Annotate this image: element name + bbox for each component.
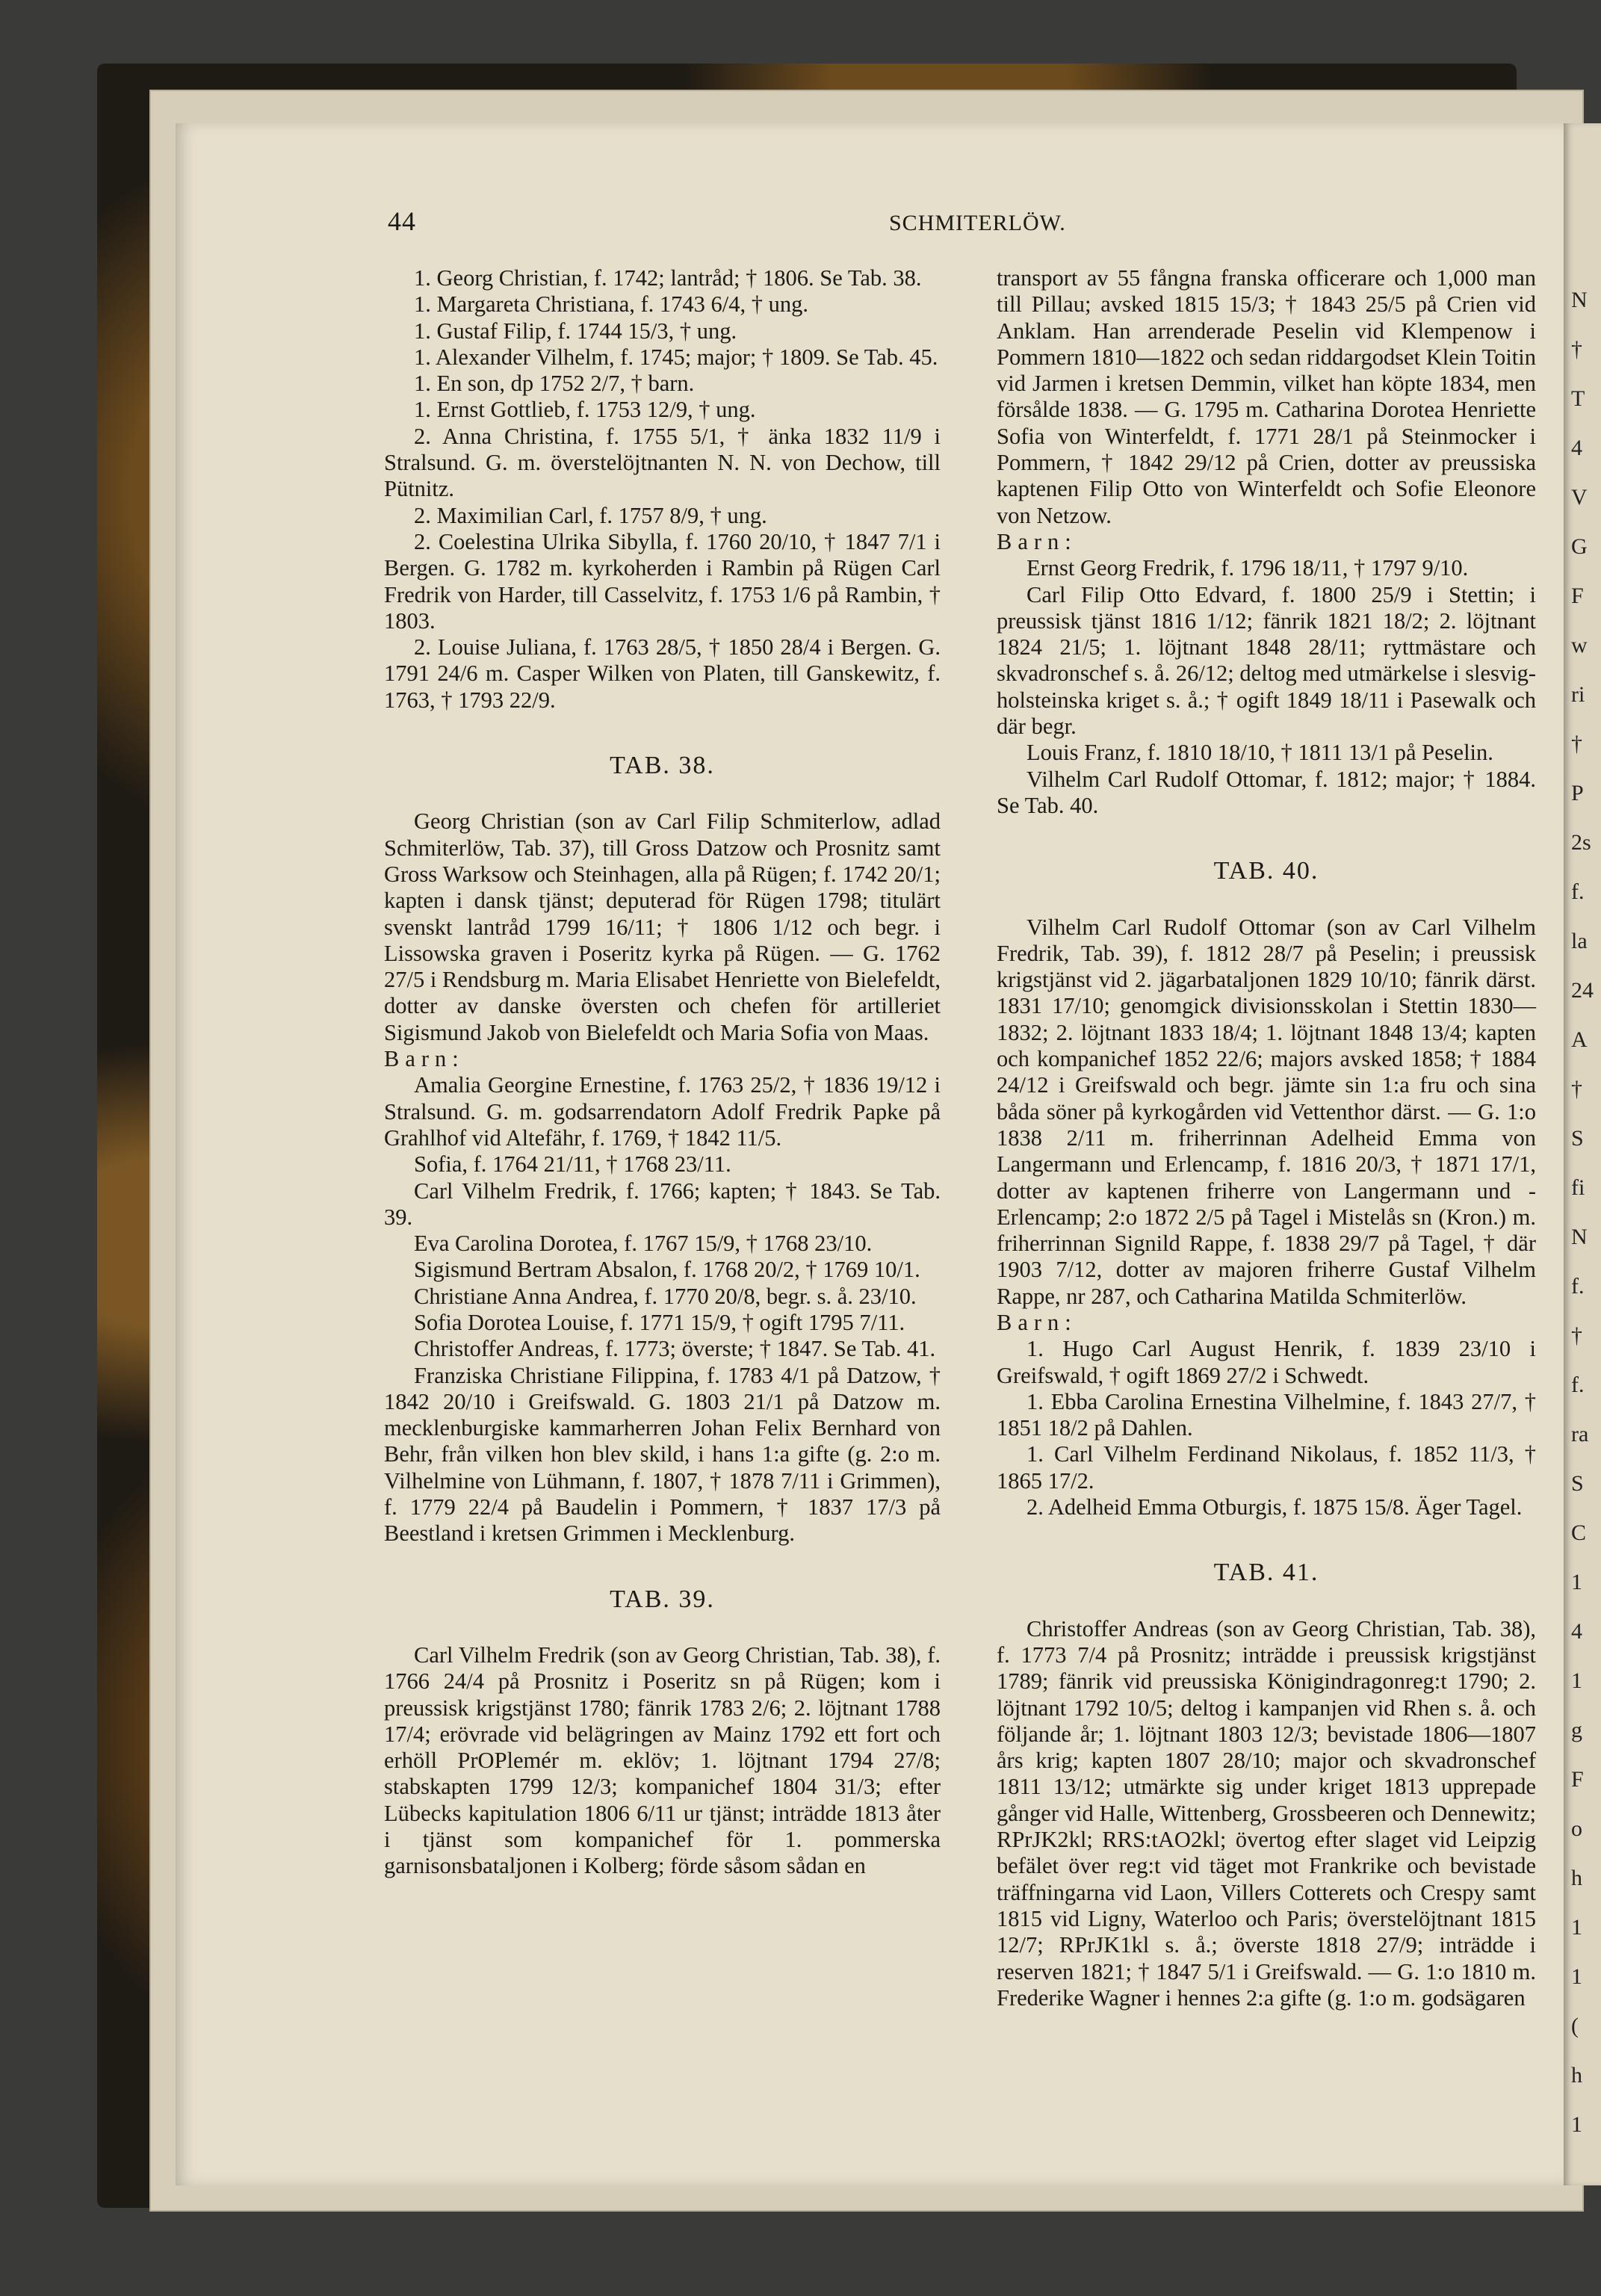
genealogy-entry: Carl Filip Otto Edvard, f. 1800 25/9 i Stettin; i preussisk tjänst 1816 1/12; fänrik 1821 18/2; 2. löjtnant 1824 21/5; 1. löjtnant 1848 28/11; ryttmästare och skvadronschef s. å. 26/12; deltog med utmärkelse i slesvig-holsteinska kriget s. å.; † ogift 1849 18/11 i Pasewalk och där begr.: [997, 581, 1536, 740]
genealogy-entry: Carl Vilhelm Fredrik, f. 1766; kapten; † 1843. Se Tab. 39.: [384, 1178, 941, 1230]
right-column: [997, 265, 1536, 2011]
genealogy-entry: 1. Hugo Carl August Henrik, f. 1839 23/10 i Greifswald, † ogift 1869 27/2 i Schwedt.: [997, 1336, 1536, 1388]
genealogy-entry: Christiane Anna Andrea, f. 1770 20/8, begr. s. å. 23/10.: [414, 1283, 917, 1309]
genealogy-entry: Sigismund Bertram Absalon, f. 1768 20/2, † 1769 10/1.: [414, 1257, 920, 1283]
running-title: SCHMITERLÖW.: [889, 211, 1066, 235]
facing-page-fragment: S: [1571, 1126, 1584, 1151]
genealogy-entry: Franziska Christiane Filippina, f. 1783 4/1 på Datzow, † 1842 20/10 i Greifswald. G. 1803 21/1 på Datzow m. mecklenburgiske kammarherren Johan Felix Bernhard von Behr, från vilken hon blev skild, i hans 1:a gifte (g. 2:o m. Vilhelmine von Lühmann, f. 1807, † 1878 7/11 i Grimmen), f. 1779 22/4 på Baudelin i Pommern, † 1837 17/3 på Beestland i kretsen Grimmen i Mecklenburg.: [384, 1362, 941, 1547]
children-heading: Barn:: [384, 1046, 465, 1072]
facing-page-fragment: A: [1571, 1027, 1588, 1052]
facing-page-fragment: o: [1571, 1816, 1582, 1841]
genealogy-entry: Eva Carolina Dorotea, f. 1767 15/9, † 1768 23/10.: [414, 1231, 873, 1257]
genealogy-entry: Christoffer Andreas, f. 1773; överste; † 1847. Se Tab. 41.: [414, 1336, 936, 1362]
facing-page-fragment: †: [1571, 731, 1582, 756]
genealogy-entry: 2. Adelheid Emma Otburgis, f. 1875 15/8. Äger Tagel.: [1026, 1494, 1523, 1520]
facing-page-edge: [1564, 123, 1601, 2185]
facing-page-fragment: 1: [1571, 1915, 1582, 1940]
left-column: [384, 265, 941, 1880]
facing-page-fragment: F: [1571, 584, 1584, 608]
biography-paragraph: Christoffer Andreas (son av Georg Christian, Tab. 38), f. 1773 7/4 på Prosnitz; inträdde i preussisk krigstjänst 1789; fänrik vid preussiska Königindragonreg:t 1790; 2. löjtnant 1792 10/5; deltog i kampanjen vid Rhen s. å. och följande år; 1. löjtnant 1803 12/3; bevistade 1806—1807 års krig; kapten 1807 28/10; major och skvadronschef 1811 13/12; utmärkte sig under kriget 1813 upprepade gånger vid Halle, Wittenberg, Grossbeeren och Dennewitz; RPrJK2kl; RRS:tAO2kl; övertog efter slaget vid Leipzig befälet över reg:t vid täget mot Frankrike och bevistade träffningarna vid Laon, Villers Cotterets och Crespy samt 1815 vid Ligny, Waterloo och Paris; överstelöjtnant 1815 12/7; RPrJK1kl s. å.; överste 1818 27/9; inträdde i reserven 1821; † 1847 5/1 i Greifswald. — G. 1:o 1810 m. Frederike Wagner i hennes 2:a gifte (g. 1:o m. godsägaren: [997, 1615, 1536, 2011]
facing-page-fragment: P: [1571, 781, 1584, 805]
facing-page-fragment: f.: [1571, 879, 1585, 904]
facing-page-fragment: F: [1571, 1767, 1584, 1792]
genealogy-entry: 2. Anna Christina, f. 1755 5/1, † änka 1832 11/9 i Stralsund. G. m. överstelöjtnanten N. N. von Dechow, till Pütnitz.: [384, 423, 941, 502]
table-heading: TAB. 41.: [1213, 1559, 1319, 1587]
facing-page-fragment: 1: [1571, 1964, 1582, 1989]
genealogy-entry: Louis Franz, f. 1810 18/10, † 1811 13/1 på Peselin.: [1026, 740, 1493, 766]
genealogy-entry: 1. En son, dp 1752 2/7, † barn.: [414, 371, 695, 397]
genealogy-entry: Amalia Georgine Ernestine, f. 1763 25/2, † 1836 19/12 i Stralsund. G. m. godsarrendatorn Adolf Fredrik Papke på Grahlhof vid Altefähr, f. 1769, † 1842 11/5.: [384, 1072, 941, 1151]
facing-page-fragment: S: [1571, 1471, 1584, 1496]
facing-page-fragment: 1: [1571, 1570, 1582, 1594]
facing-page-fragment: †: [1571, 1077, 1582, 1101]
genealogy-entry: 1. Carl Vilhelm Ferdinand Nikolaus, f. 1852 11/3, † 1865 17/2.: [997, 1441, 1536, 1494]
children-heading: Barn:: [997, 528, 1077, 554]
genealogy-entry: Vilhelm Carl Rudolf Ottomar, f. 1812; major; † 1884. Se Tab. 40.: [997, 766, 1536, 818]
table-heading: TAB. 39.: [610, 1585, 715, 1613]
genealogy-entry: Sofia Dorotea Louise, f. 1771 15/9, † ogift 1795 7/11.: [414, 1309, 905, 1335]
facing-page-fragment: G: [1571, 534, 1588, 559]
facing-page-fragment: 24: [1571, 978, 1594, 1003]
children-heading: Barn:: [997, 1309, 1077, 1335]
genealogy-entry: 2. Louise Juliana, f. 1763 28/5, † 1850 28/4 i Bergen. G. 1791 24/6 m. Casper Wilken von Platen, till Ganskewitz, f. 1763, † 1793 22/9.: [384, 634, 941, 713]
facing-page-fragment: (: [1571, 2014, 1579, 2038]
biography-paragraph: Carl Vilhelm Fredrik (son av Georg Christian, Tab. 38), f. 1766 24/4 på Prosnitz i Poseritz sn på Rügen; kom i preussisk krigstjänst 1780; fänrik 1783 2/6; 2. löjtnant 1788 17/4; erövrade vid belägringen av Mainz 1792 ett fort och erhöll PrOPlemér m. eklöv; 1. löjtnant 1794 27/8; stabskapten 1799 12/3; kompanichef 1804 31/3; efter Lübecks kapitulation 1806 6/11 ur tjänst; inträdde 1813 åter i tjänst som kompanichef för 1. pommerska garnisonsbataljonen i Kolberg; förde såsom sådan en: [384, 1641, 941, 1879]
page-number: 44: [388, 206, 416, 236]
genealogy-entry: Sofia, f. 1764 21/11, † 1768 23/11.: [414, 1151, 731, 1178]
facing-page-fragment: 4: [1571, 436, 1582, 460]
facing-page-fragment: la: [1571, 929, 1588, 953]
genealogy-entry: 2. Coelestina Ulrika Sibylla, f. 1760 20/10, † 1847 7/1 i Bergen. G. 1782 m. kyrkoherden i Rambin på Rügen Carl Fredrik von Harder, till Casselvitz, f. 1753 1/6 på Rambin, † 1803.: [384, 528, 941, 634]
facing-page-fragment: N: [1571, 1225, 1588, 1249]
facing-page-fragment: w: [1571, 633, 1588, 657]
facing-page-fragment: C: [1571, 1520, 1587, 1545]
genealogy-entry: 1. Georg Christian, f. 1742; lantråd; † 1806. Se Tab. 38.: [414, 265, 922, 291]
facing-page-fragment: h: [1571, 1866, 1582, 1890]
facing-page-fragment: 2s: [1571, 830, 1591, 855]
facing-page-fragment: g: [1571, 1718, 1582, 1742]
facing-page-fragment: f.: [1571, 1373, 1585, 1397]
genealogy-entry: 1. Gustaf Filip, f. 1744 15/3, † ung.: [414, 318, 737, 344]
facing-page-fragment: N: [1571, 288, 1588, 312]
facing-page-fragment: 1: [1571, 1668, 1582, 1693]
genealogy-entry: 1. Ebba Carolina Ernestina Vilhelmine, f. 1843 27/7, † 1851 18/2 på Dahlen.: [997, 1388, 1536, 1441]
genealogy-entry: 1. Margareta Christiana, f. 1743 6/4, † ung.: [414, 291, 809, 318]
facing-page-fragment: ri: [1571, 682, 1585, 707]
facing-page-fragment: fi: [1571, 1175, 1585, 1200]
facing-page-fragment: †: [1571, 337, 1582, 362]
genealogy-entry: 1. Ernst Gottlieb, f. 1753 12/9, † ung.: [414, 397, 756, 423]
table-heading: TAB. 40.: [1213, 857, 1319, 885]
biography-paragraph: Georg Christian (son av Carl Filip Schmiterlow, adlad Schmiterlöw, Tab. 37), till Gross Datzow och Prosnitz samt Gross Warksow och Steinhagen, alla på Rügen; f. 1742 20/1; kapten i dansk tjänst; deputerad för Rügen 1798; titulärt svenskt lantråd 1799 16/11; † 1806 1/12 och begr. i Lissowska graven i Poseritz kyrka på Rügen. — G. 1762 27/5 i Rendsburg m. Maria Elisabet Henriette von Bielefeldt, dotter av danske översten och chefen för artilleriet Sigismund Jakob von Bielefeldt och Maria Sofia von Maas.: [384, 808, 941, 1045]
genealogy-entry: 2. Maximilian Carl, f. 1757 8/9, † ung.: [414, 502, 767, 528]
genealogy-entry: Ernst Georg Fredrik, f. 1796 18/11, † 1797 9/10.: [1026, 555, 1469, 581]
table-heading: TAB. 38.: [610, 752, 715, 780]
biography-paragraph: Vilhelm Carl Rudolf Ottomar (son av Carl Vilhelm Fredrik, Tab. 39), f. 1812 28/7 på Peselin; i preussisk krigstjänst vid 2. jägarbataljonen 1829 10/10; fänrik därst. 1831 17/10; genomgick divisionsskolan i Stettin 1830—1832; 2. löjtnant 1833 18/4; 1. löjtnant 1848 13/4; kapten och kompanichef 1852 22/6; majors avsked 1858; † 1884 24/12 i Greifswald och begr. jämte sin 1:a fru och sina båda söner på kyrkogården vid Vettenthor därst. — G. 1:o 1838 2/11 m. friherrinnan Adelheid Emma von Langermann und Erlencamp, f. 1816 20/3, † 1871 17/1, dotter av kaptenen friherre von Langermann und -Erlencamp; 2:o 1872 2/5 på Tagel i Mistelås sn (Kron.) m. friherrinnan Signild Rappe, f. 1838 29/7 på Tagel, † där 1903 7/12, dotter av majoren friherre Gustaf Vilhelm Rappe, nr 287, och Catharina Matilda Schmiterlöw.: [997, 914, 1536, 1309]
facing-page-fragment: f.: [1571, 1274, 1585, 1299]
facing-page-fragment: 4: [1571, 1619, 1582, 1644]
facing-page-fragment: V: [1571, 485, 1588, 510]
facing-page-fragment: h: [1571, 2063, 1582, 2088]
facing-page-fragment: ra: [1571, 1422, 1589, 1446]
facing-page-fragment: †: [1571, 1323, 1582, 1348]
facing-page-fragment: 1: [1571, 2112, 1582, 2137]
paragraph: transport av 55 fångna franska officerare och 1,000 man till Pillau; avsked 1815 15/3; † 1843 25/5 på Crien vid Anklam. Han arrenderade Peselin vid Klempenow i Pommern 1810—1822 och sedan riddargodset Klein Toitin vid Jarmen i kretsen Demmin, vilket han köpte 1834, men försålde 1838. — G. 1795 m. Catharina Dorotea Henriette Sofia von Winterfeldt, f. 1771 28/1 på Steinmocker i Pommern, † 1842 29/12 på Crien, dotter av preussiska kaptenen Filip Otto von Winterfeldt och Sofie Eleonore von Netzow.: [997, 265, 1536, 528]
facing-page-fragment: T: [1571, 386, 1585, 411]
genealogy-entry: 1. Alexander Vilhelm, f. 1745; major; † 1809. Se Tab. 45.: [414, 344, 938, 370]
